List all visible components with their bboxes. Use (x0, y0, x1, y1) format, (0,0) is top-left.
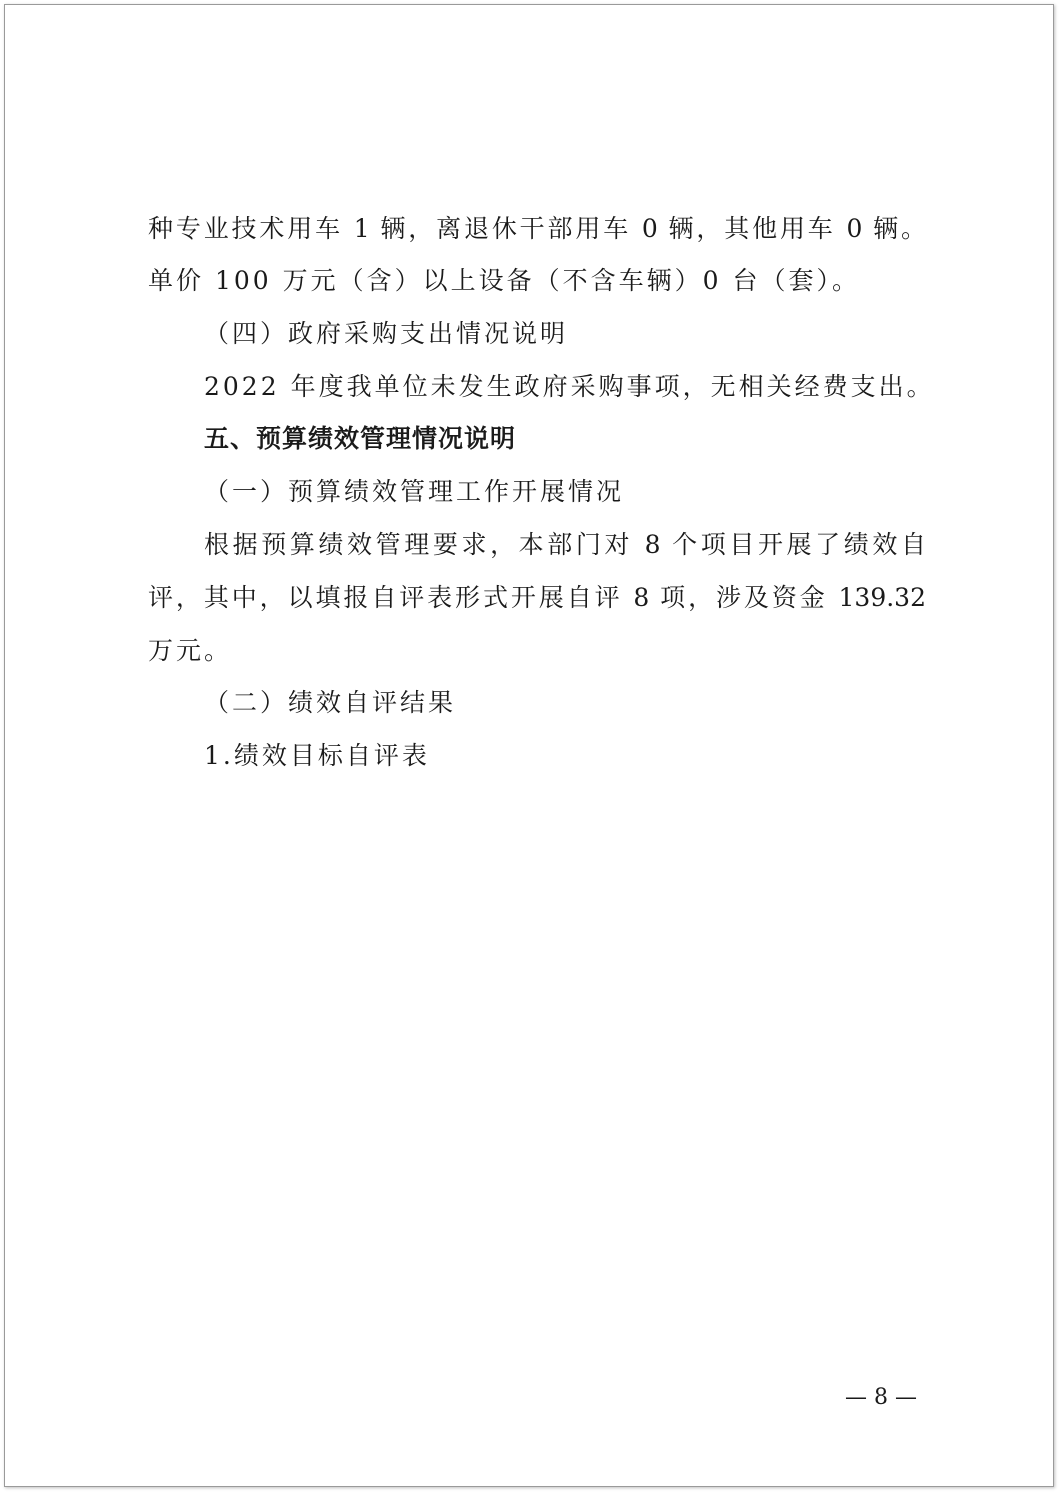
subheading-self-evaluation: （二）绩效自评结果 (204, 688, 457, 717)
document-page (4, 4, 1054, 1487)
section-heading-performance: 五、预算绩效管理情况说明 (204, 424, 517, 453)
body-line-performance-3: 万元。 (148, 636, 233, 665)
body-line-performance-2: 评，其中，以填报自评表形式开展自评 8 项，涉及资金 139.32 (148, 583, 926, 612)
body-line-equipment: 单价 100 万元（含）以上设备（不含车辆）0 台（套）。 (148, 266, 860, 295)
item-goal-table: 1.绩效目标自评表 (204, 741, 430, 770)
subheading-procurement: （四）政府采购支出情况说明 (204, 319, 569, 348)
subheading-performance-work: （一）预算绩效管理工作开展情况 (204, 477, 625, 506)
body-line-procurement: 2022 年度我单位未发生政府采购事项，无相关经费支出。 (204, 372, 935, 401)
page-number: — 8 — (845, 1385, 917, 1410)
body-line-performance-1: 根据预算绩效管理要求，本部门对 8 个项目开展了绩效自 (204, 530, 926, 559)
body-line-vehicles: 种专业技术用车 1 辆，离退休干部用车 0 辆，其他用车 0 辆。 (148, 214, 926, 243)
